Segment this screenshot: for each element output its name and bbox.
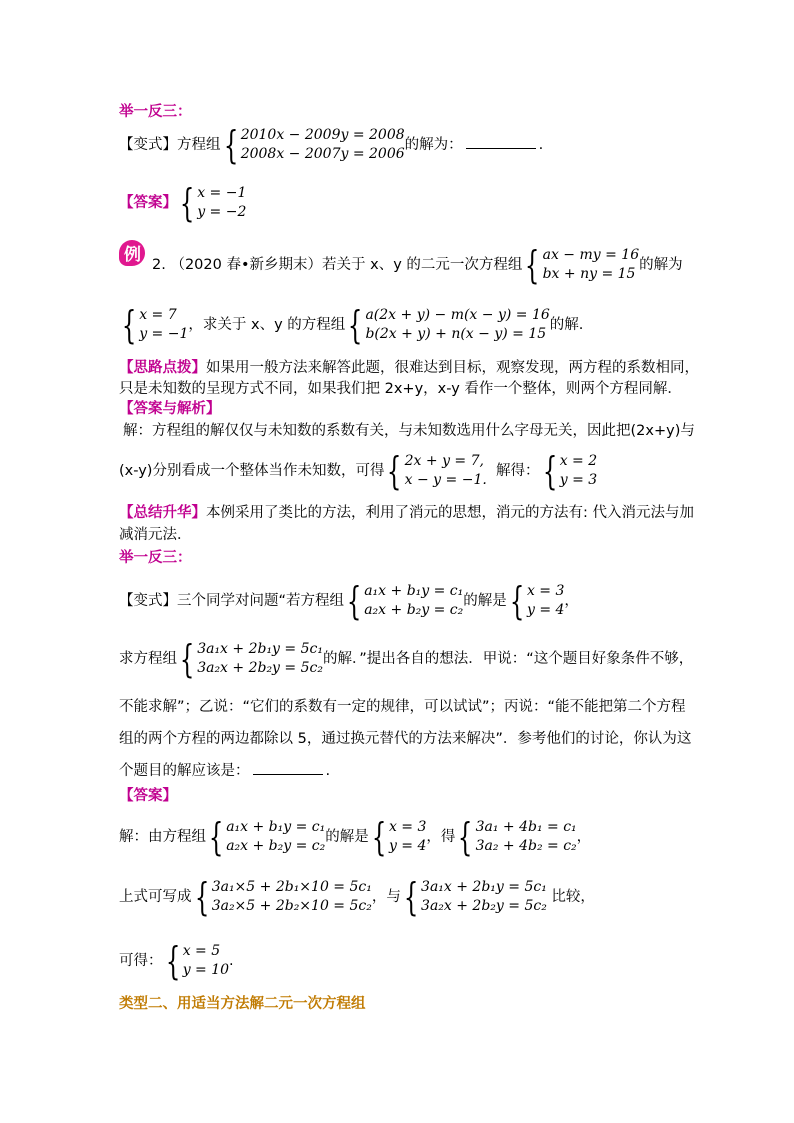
answer-line [119, 815, 592, 859]
answer-blank [253, 760, 323, 775]
equation: 3a₂x + 2b₂y = 5c₂ [421, 898, 547, 914]
variant-text: 组的两个方程的两边都除以 5，通过换元替代的方法来解决”．参考他们的讨论，你认为这 [119, 731, 692, 747]
answer-line [119, 181, 247, 225]
hint-text: 只是未知数的呈现方式不同，如果我们把 2x+y，x-y 看作一个整体，则两个方程同解． [119, 381, 682, 397]
variant-text: 的解．”提出各自的想法．甲说：“这个题目好象条件不够， [322, 651, 694, 667]
section-heading: 举一反三： [119, 550, 192, 566]
equation: x = 2 [559, 453, 598, 469]
equation: y = −1 [139, 326, 189, 342]
equation: x = −1 [197, 185, 247, 201]
variant-line [119, 123, 544, 167]
example-badge-icon: 例 [119, 238, 145, 268]
punctuation: ， [564, 593, 579, 609]
punctuation: . [538, 137, 544, 153]
hint-tag: 【思路点拨】 [119, 360, 206, 376]
answer-text: 比较， [551, 889, 595, 905]
equation: ax − my = 16 [542, 247, 640, 263]
equation-system: { 2010x − 2009y = 2008 2008x − 2007y = 2006 [223, 123, 405, 167]
answer-blank [466, 134, 536, 149]
equation-system: { a₁x + b₁y = c₁ a₂x + b₂y = c₂ [346, 579, 464, 623]
variant-tag: 【变式】 [119, 137, 177, 153]
equation: a₁x + b₁y = c₁ [364, 583, 464, 599]
answer-text: 解：由方程组 [119, 829, 206, 845]
equation-system: { 3a₁x + 2b₁y = 5c₁ 3a₂x + 2b₂y = 5c₂ [179, 637, 323, 681]
equation-system: { 3a₁x + 2b₁y = 5c₁ 3a₂x + 2b₂y = 5c₂ [403, 875, 547, 919]
equation: a₂x + b₂y = c₂ [226, 838, 326, 854]
section-heading: 举一反三： [119, 104, 192, 120]
variant-text: 不能求解”；乙说：“它们的系数有一定的规律，可以试试”；丙说：“能不能把第二个方程 [119, 699, 686, 715]
equation-system: { x = 3 y = 4 [371, 815, 427, 859]
variant-text: 方程组 [177, 137, 221, 153]
equation: x = 3 [526, 583, 565, 599]
example-text: 的解为 [639, 257, 683, 273]
punctuation: . [325, 763, 331, 779]
answer-text: 的解是 [325, 829, 369, 845]
equation-system: { a₁x + b₁y = c₁ a₂x + b₂y = c₂ [208, 815, 326, 859]
analysis-line [119, 449, 598, 493]
equation: x − y = −1. [404, 472, 487, 488]
equation: bx + ny = 15 [542, 266, 636, 282]
equation: x = 5 [182, 943, 221, 959]
equation: y = 4 [526, 602, 565, 618]
answer-text: ，与 [371, 889, 401, 905]
equation: 3a₂x + 2b₂y = 5c₂ [197, 660, 323, 676]
equation: 2010x − 2009y = 2008 [240, 127, 405, 143]
example-question-line [119, 303, 584, 347]
example-text: 的解. [549, 317, 584, 333]
variant-line [119, 637, 694, 681]
answer-text: ，得 [426, 829, 456, 845]
hint-text: 如果用一般方法来解答此题，很难达到目标，观察发现，两方程的系数相同， [206, 360, 699, 376]
answer-line [119, 939, 234, 983]
example-text: ，求关于 x、y 的方程组 [188, 317, 346, 333]
type-title: 类型二、用适当方法解二元一次方程组 [119, 996, 366, 1012]
analysis-text: (x-y)分别看成一个整体当作未知数，可得 [119, 463, 385, 479]
equation-system: { ax − my = 16 bx + ny = 15 [525, 243, 640, 287]
punctuation: ， [576, 829, 592, 845]
equation: y = 3 [559, 472, 598, 488]
equation: x = 7 [139, 307, 177, 323]
equation: 3a₂ + 4b₂ = c₂ [475, 838, 577, 854]
answer-text: 可得： [119, 953, 163, 969]
analysis-tag: 【答案与解析】 [119, 401, 221, 417]
equation-system: { x = 7 y = −1 [121, 303, 189, 347]
variant-text: 求方程组 [119, 651, 177, 667]
equation-system: { 3a₁ + 4b₁ = c₁ 3a₂ + 4b₂ = c₂ [458, 815, 577, 859]
variant-line [119, 760, 330, 781]
equation-system: { x = 2 y = 3 [542, 449, 598, 493]
equation: y = 4 [388, 838, 427, 854]
example-question-line [152, 243, 683, 287]
variant-text: 个题目的解应该是： [119, 763, 250, 779]
equation: x = 3 [388, 819, 427, 835]
equation-system: { x = −1 y = −2 [179, 181, 247, 225]
equation: b(2x + y) + n(x − y) = 15 [365, 326, 547, 342]
equation: 3a₂×5 + 2b₂×10 = 5c₂ [211, 898, 372, 914]
equation: a₂x + b₂y = c₂ [364, 602, 464, 618]
equation: a(2x + y) − m(x − y) = 16 [365, 307, 550, 323]
punctuation: . [229, 953, 234, 969]
equation: y = 10 [182, 962, 230, 978]
equation-system: { x = 3 y = 4 [509, 579, 565, 623]
summary-tag: 【总结升华】 [119, 505, 206, 521]
answer-text: 上式可写成 [119, 889, 192, 905]
equation-system: { 2x + y = 7, x − y = −1. [387, 449, 487, 493]
summary-line [119, 503, 694, 523]
analysis-text: 解：方程组的解仅仅与未知数的系数有关，与未知数选用什么字母无关，因此把(2x+y)与 [123, 423, 695, 439]
answer-line [119, 875, 595, 919]
hint-line [119, 358, 699, 378]
variant-line [119, 579, 579, 623]
answer-tag: 【答案】 [119, 788, 177, 804]
equation: y = −2 [197, 204, 247, 220]
example-number: 2. [152, 257, 166, 273]
equation: 3a₁x + 2b₁y = 5c₁ [197, 641, 323, 657]
equation-system: { x = 5 y = 10 [165, 939, 230, 983]
equation-system: { a(2x + y) − m(x − y) = 16 b(2x + y) + n(x − y) = 15 [348, 303, 550, 347]
variant-tag: 【变式】 [119, 593, 177, 609]
variant-text: 的解为： [404, 137, 463, 153]
equation: 3a₁x + 2b₁y = 5c₁ [421, 879, 547, 895]
equation: a₁x + b₁y = c₁ [226, 819, 326, 835]
analysis-text: 解得： [496, 463, 540, 479]
equation: 3a₁ + 4b₁ = c₁ [475, 819, 577, 835]
example-text: （2020 春•新乡期末）若关于 x、y 的二元一次方程组 [170, 257, 523, 273]
answer-tag: 【答案】 [119, 195, 177, 211]
summary-text: 本例采用了类比的方法，利用了消元的思想，消元的方法有: 代入消元法与加 [206, 505, 694, 521]
equation-system: { 3a₁×5 + 2b₁×10 = 5c₁ 3a₂×5 + 2b₂×10 = 5c₂ [194, 875, 372, 919]
equation: 2008x − 2007y = 2006 [240, 146, 405, 162]
variant-text: 的解是 [463, 593, 507, 609]
equation: 2x + y = 7, [404, 453, 484, 469]
equation: 3a₁×5 + 2b₁×10 = 5c₁ [211, 879, 372, 895]
variant-text: 三个同学对问题“若方程组 [177, 593, 345, 609]
summary-text: 减消元法． [119, 527, 192, 543]
